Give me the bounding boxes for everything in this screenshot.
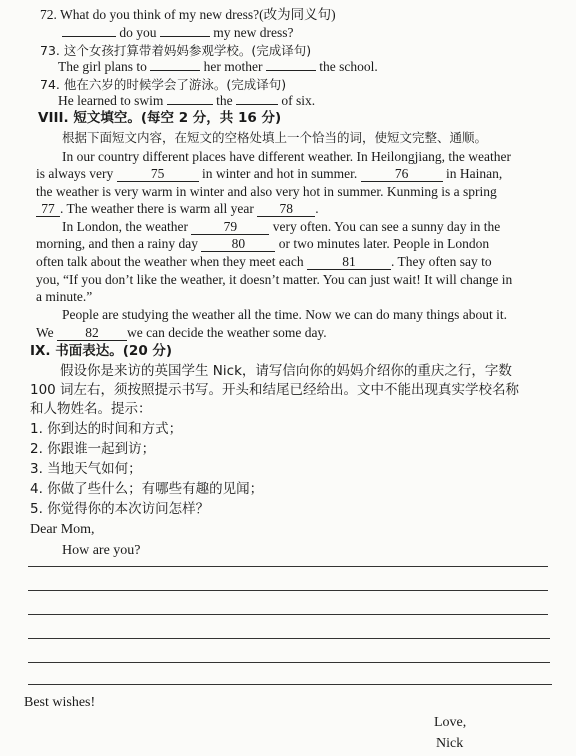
text-fragment: we can decide the weather some day.	[127, 325, 327, 340]
text-fragment: The girl plans to	[58, 59, 147, 74]
text-fragment: often talk about the weather when they meet each	[36, 254, 304, 269]
text-fragment: .	[315, 201, 319, 216]
question-74-answer-line	[58, 92, 315, 109]
question-72	[40, 6, 336, 23]
letter-closing: Best wishes!	[24, 695, 96, 710]
question-74	[40, 76, 286, 93]
answer-blank-80[interactable]: 80	[201, 236, 275, 252]
answer-blank-76[interactable]: 76	[361, 166, 443, 182]
section-9-title: IX. 书面表达。(20 分)	[30, 343, 173, 359]
passage-line	[36, 165, 502, 182]
writing-tip-4: 4. 你做了些什么；有哪些有趣的见闻；	[30, 481, 264, 497]
text-fragment: of six.	[281, 93, 316, 108]
answer-blank-79[interactable]: 79	[191, 219, 269, 235]
passage-line: People are studying the weather all the time. Now we can do many things about it.	[62, 307, 508, 322]
passage-line	[36, 200, 319, 217]
answer-blank-75[interactable]: 75	[117, 166, 199, 182]
passage-line: In our country different places have different weather. In Heilongjiang, the weather	[62, 149, 511, 164]
blank[interactable]	[266, 58, 316, 71]
passage-line: you, “If you don’t like the weather, it doesn’t matter. You can just wait! It will change in	[36, 272, 513, 287]
passage-line	[62, 218, 500, 235]
text-fragment: In London, the weather	[62, 219, 188, 234]
question-73-answer-line	[58, 58, 378, 75]
text-fragment: do you	[119, 25, 157, 40]
passage-line: a minute.”	[36, 289, 93, 304]
answer-blank-82[interactable]: 82	[57, 325, 127, 341]
text-fragment: morning, and then a rainy day	[36, 236, 198, 251]
question-72-answer-line	[62, 24, 293, 41]
blank[interactable]	[160, 24, 210, 37]
blank[interactable]	[62, 24, 116, 37]
writing-line[interactable]	[28, 566, 548, 567]
writing-tip-2: 2. 你跟谁一起到访；	[30, 441, 156, 457]
answer-blank-81[interactable]: 81	[307, 254, 391, 270]
question-73-prompt: 73. 这个女孩打算带着妈妈参观学校。(完成译句)	[40, 43, 312, 58]
section-8-instruction: 根据下面短文内容，在短文的空格处填上一个恰当的词，使短文完整、通顺。	[62, 130, 488, 145]
letter-greeting: Dear Mom,	[30, 522, 95, 537]
passage-line	[36, 253, 492, 270]
writing-description: 和人物姓名。提示：	[30, 401, 152, 417]
question-73	[40, 42, 311, 59]
text-fragment: . They often say to	[391, 254, 492, 269]
question-72-prompt: 72. What do you think of my new dress?(改为同义句)	[40, 7, 336, 22]
text-fragment: . The weather there is warm all year	[60, 201, 254, 216]
writing-tip-3: 3. 当地天气如何；	[30, 461, 142, 477]
text-fragment: in Hainan,	[445, 166, 503, 181]
text-fragment: the school.	[319, 59, 378, 74]
writing-description: 假设你是来访的英国学生 Nick，请写信向你的妈妈介绍你的重庆之行，字数	[60, 363, 512, 379]
writing-line[interactable]	[28, 638, 550, 639]
writing-tip-5: 5. 你觉得你的本次访问怎样？	[30, 501, 210, 517]
blank[interactable]	[150, 58, 200, 71]
text-fragment: or two minutes later. People in London	[278, 236, 490, 251]
answer-blank-77[interactable]: 77	[36, 201, 60, 217]
text-fragment: He learned to swim	[58, 93, 164, 108]
section-8-title: VIII. 短文填空。(每空 2 分，共 16 分)	[38, 110, 282, 126]
text-fragment: her mother	[203, 59, 263, 74]
passage-line: the weather is very warm in winter and also very hot in summer. Kunming is a spring	[36, 184, 497, 199]
blank[interactable]	[236, 92, 278, 105]
writing-line[interactable]	[28, 662, 550, 663]
writing-line[interactable]	[28, 590, 548, 591]
writing-description: 100 词左右，须按照提示书写。开头和结尾已经给出。文中不能出现真实学校名称	[30, 382, 520, 398]
text-fragment: is always very	[36, 166, 114, 181]
blank[interactable]	[167, 92, 213, 105]
question-74-prompt: 74. 他在六岁的时候学会了游泳。(完成译句)	[40, 77, 287, 92]
passage-line	[36, 324, 327, 341]
letter-signoff: Love,	[434, 715, 467, 730]
answer-blank-78[interactable]: 78	[257, 201, 315, 217]
text-fragment: We	[36, 325, 54, 340]
letter-signature: Nick	[436, 736, 464, 751]
text-fragment: my new dress?	[213, 25, 294, 40]
text-fragment: in winter and hot in summer.	[201, 166, 358, 181]
writing-line[interactable]	[28, 684, 552, 685]
writing-tip-1: 1. 你到达的时间和方式；	[30, 421, 183, 437]
text-fragment: the	[216, 93, 233, 108]
text-fragment: very often. You can see a sunny day in the	[272, 219, 501, 234]
letter-opening: How are you?	[62, 543, 141, 558]
passage-line	[36, 235, 489, 252]
writing-line[interactable]	[28, 614, 548, 615]
